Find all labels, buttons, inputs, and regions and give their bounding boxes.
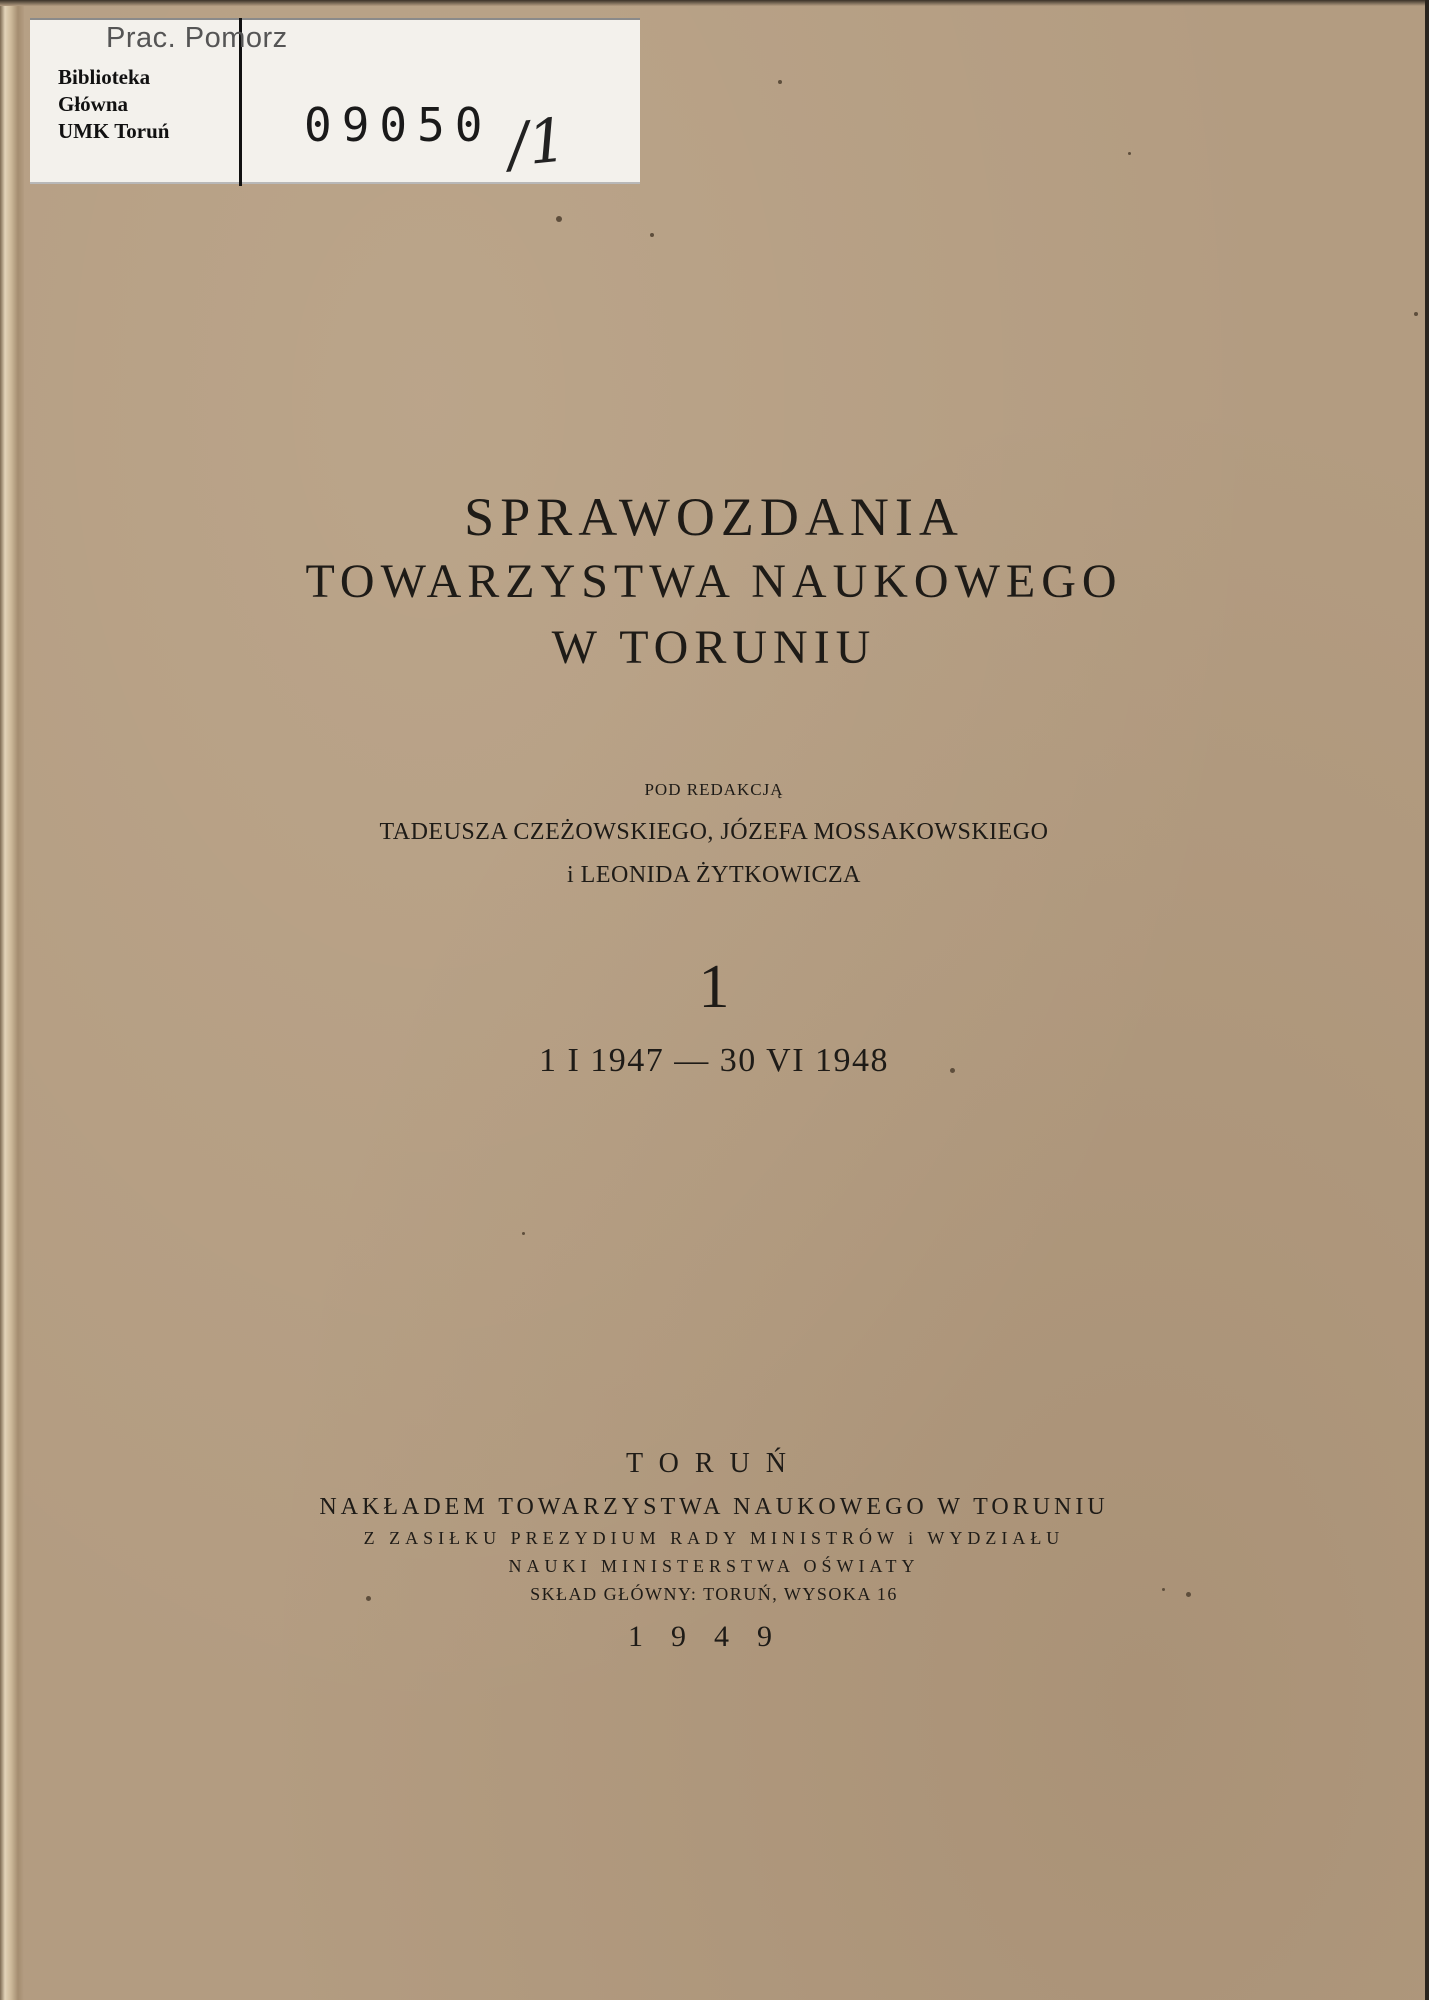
imprint-city: TORUŃ	[626, 1448, 802, 1479]
imprint-warehouse: SKŁAD GŁÓWNY: TORUŃ, WYSOKA 16	[530, 1584, 898, 1604]
editors-line-2: i LEONIDA ŻYTKOWICZA	[567, 862, 861, 888]
call-number: 09050	[304, 98, 493, 152]
paper-speck	[950, 1068, 955, 1073]
library-name-line: Biblioteka	[58, 65, 151, 89]
paper-speck	[1186, 1592, 1191, 1597]
date-range: 1 I 1947 — 30 VI 1948	[538, 1042, 890, 1079]
paper-speck	[650, 233, 654, 237]
imprint-publisher: NAKŁADEM TOWARZYSTWA NAUKOWEGO W TORUNIU	[319, 1494, 1109, 1520]
library-name-line: UMK Toruń	[58, 119, 170, 143]
paper-speck	[556, 216, 562, 222]
editors-intro: POD REDAKCJĄ	[644, 780, 784, 799]
imprint-subsidy-line-2: NAUKI MINISTERSTWA OŚWIATY	[508, 1556, 920, 1576]
book-spine-edge	[0, 0, 24, 2000]
cover-top-edge	[0, 0, 1429, 6]
title-line-3: W TORUNIU	[551, 621, 877, 674]
editors-line-1: TADEUSZA CZEŻOWSKIEGO, JÓZEFA MOSSAKOWSKIEGO	[379, 819, 1049, 845]
paper-speck	[366, 1596, 371, 1601]
title-line-1: SPRAWOZDANIA	[464, 487, 964, 547]
label-header: Prac. Pomorz	[106, 22, 288, 54]
volume-number: 1	[698, 953, 730, 1021]
paper-speck	[778, 80, 782, 84]
library-label	[30, 18, 640, 184]
cover-right-edge	[1425, 0, 1429, 2000]
paper-speck	[1128, 152, 1131, 155]
paper-speck	[1414, 312, 1418, 316]
library-name-line: Główna	[58, 92, 129, 116]
paper-speck	[1162, 1588, 1165, 1591]
handwritten-mark: /1	[504, 105, 570, 181]
title-line-2: TOWARZYSTWA NAUKOWEGO	[305, 555, 1123, 608]
imprint-year: 1949	[628, 1620, 800, 1653]
library-name	[58, 64, 169, 145]
imprint-subsidy-line-1: Z ZASIŁKU PREZYDIUM RADY MINISTRÓW i WYDZIAŁU	[363, 1528, 1065, 1548]
paper-speck	[522, 1232, 525, 1235]
